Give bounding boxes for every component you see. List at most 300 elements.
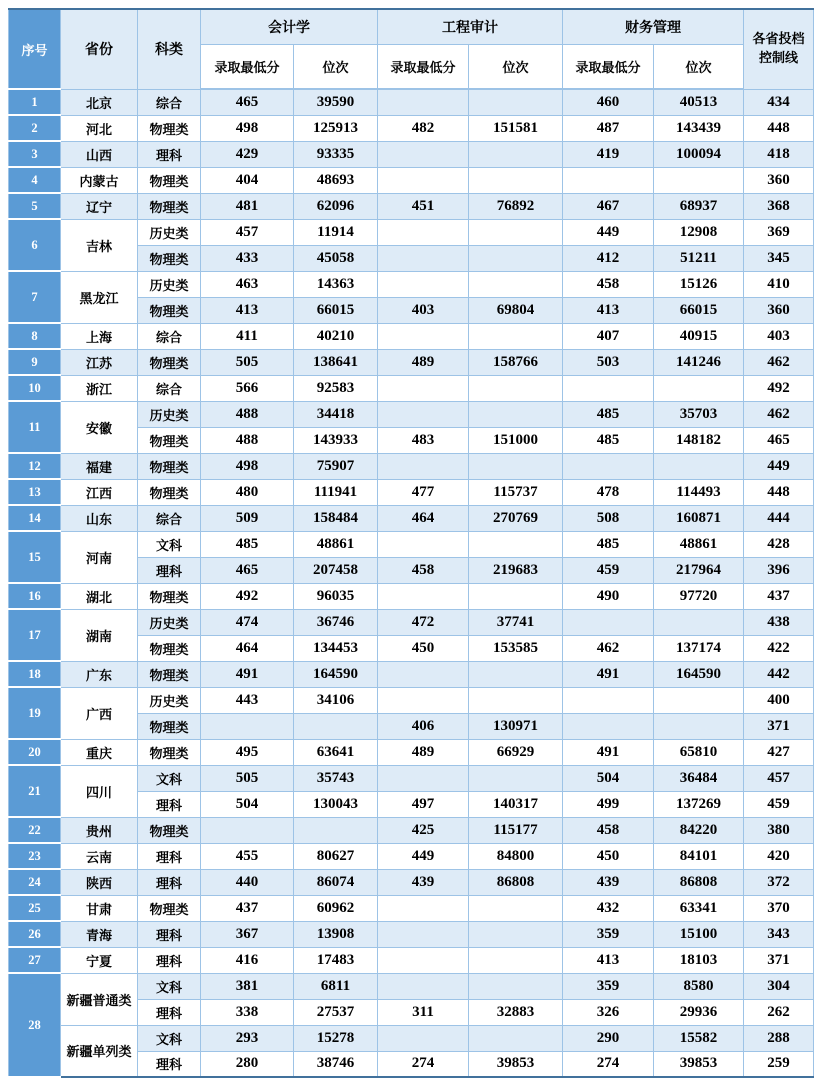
value-cell [294,713,378,739]
value-cell: 13908 [294,921,378,947]
value-cell: 11914 [294,219,378,245]
table-row [9,583,814,609]
value-cell: 457 [201,219,294,245]
province-cell: 陕西 [61,869,138,895]
value-cell: 63641 [294,739,378,765]
value-cell: 304 [744,973,814,999]
value-cell [201,713,294,739]
value-cell: 498 [201,115,294,141]
value-cell: 499 [563,791,654,817]
province-cell: 山东 [61,505,138,531]
value-cell: 15126 [654,271,744,297]
province-cell: 黑龙江 [61,271,138,323]
value-cell: 474 [201,609,294,635]
province-cell: 河北 [61,115,138,141]
value-cell: 143933 [294,427,378,453]
table-row [9,479,814,505]
value-cell: 450 [563,843,654,869]
value-cell: 503 [563,349,654,375]
category-cell: 理科 [138,141,201,167]
value-cell: 413 [201,297,294,323]
value-cell: 288 [744,1025,814,1051]
value-cell: 96035 [294,583,378,609]
value-cell [378,947,469,973]
table-row [9,739,814,765]
category-cell: 物理类 [138,167,201,193]
value-cell [469,1025,563,1051]
category-cell: 理科 [138,557,201,583]
value-cell: 505 [201,349,294,375]
table-row [9,843,814,869]
category-cell: 物理类 [138,193,201,219]
value-cell: 17483 [294,947,378,973]
value-cell: 151000 [469,427,563,453]
category-cell: 理科 [138,791,201,817]
value-cell: 504 [201,791,294,817]
table-row [9,869,814,895]
value-cell: 6811 [294,973,378,999]
category-cell: 物理类 [138,713,201,739]
value-cell: 158766 [469,349,563,375]
category-cell: 理科 [138,869,201,895]
value-cell [378,921,469,947]
value-cell [469,453,563,479]
value-cell [469,531,563,557]
value-cell: 495 [201,739,294,765]
value-cell: 68937 [654,193,744,219]
value-cell: 138641 [294,349,378,375]
value-cell: 437 [201,895,294,921]
value-cell [469,661,563,687]
value-cell: 449 [378,843,469,869]
value-cell: 504 [563,765,654,791]
value-cell: 48861 [654,531,744,557]
table-row [9,947,814,973]
header-group-accounting: 会计学 [201,9,378,44]
value-cell [378,687,469,713]
value-cell: 92583 [294,375,378,401]
value-cell: 207458 [294,557,378,583]
value-cell: 293 [201,1025,294,1051]
value-cell: 86808 [469,869,563,895]
value-cell: 509 [201,505,294,531]
value-cell [563,453,654,479]
table-row [9,115,814,141]
category-cell: 物理类 [138,453,201,479]
value-cell: 360 [744,297,814,323]
category-cell: 文科 [138,973,201,999]
value-cell: 458 [563,271,654,297]
value-cell: 270769 [469,505,563,531]
seq-cell: 6 [9,219,61,271]
value-cell [469,921,563,947]
value-cell: 86074 [294,869,378,895]
value-cell: 492 [201,583,294,609]
value-cell: 448 [744,115,814,141]
value-cell: 449 [744,453,814,479]
value-cell: 412 [563,245,654,271]
value-cell [563,713,654,739]
province-cell: 重庆 [61,739,138,765]
province-cell: 湖北 [61,583,138,609]
value-cell: 407 [563,323,654,349]
category-cell: 物理类 [138,817,201,843]
table-row [9,349,814,375]
value-cell [469,141,563,167]
value-cell: 65810 [654,739,744,765]
category-cell: 物理类 [138,739,201,765]
value-cell: 39853 [654,1051,744,1077]
value-cell: 18103 [654,947,744,973]
seq-cell: 23 [9,843,61,869]
category-cell: 物理类 [138,635,201,661]
value-cell: 66929 [469,739,563,765]
seq-cell: 10 [9,375,61,401]
province-cell: 北京 [61,89,138,115]
value-cell [378,245,469,271]
value-cell [378,323,469,349]
value-cell: 457 [744,765,814,791]
header-category: 科类 [138,9,201,89]
value-cell: 380 [744,817,814,843]
value-cell: 465 [201,89,294,115]
value-cell: 406 [378,713,469,739]
value-cell: 372 [744,869,814,895]
value-cell: 492 [744,375,814,401]
value-cell: 465 [201,557,294,583]
value-cell: 462 [563,635,654,661]
header-engineering-audit-rank: 位次 [469,44,563,89]
value-cell [378,375,469,401]
seq-cell: 12 [9,453,61,479]
value-cell: 35703 [654,401,744,427]
value-cell: 464 [201,635,294,661]
table-row [9,661,814,687]
value-cell: 66015 [654,297,744,323]
value-cell [469,895,563,921]
value-cell: 480 [201,479,294,505]
value-cell [378,531,469,557]
province-cell: 上海 [61,323,138,349]
value-cell: 66015 [294,297,378,323]
header-control-line-line2: 控制线 [758,50,798,66]
value-cell: 396 [744,557,814,583]
value-cell: 48861 [294,531,378,557]
value-cell: 429 [201,141,294,167]
value-cell: 489 [378,739,469,765]
header-group-row [9,9,814,44]
value-cell: 63341 [654,895,744,921]
value-cell: 490 [563,583,654,609]
value-cell: 462 [744,349,814,375]
value-cell: 29936 [654,999,744,1025]
value-cell: 419 [563,141,654,167]
category-cell: 历史类 [138,401,201,427]
category-cell: 理科 [138,947,201,973]
table-row [9,271,814,297]
value-cell: 450 [378,635,469,661]
value-cell [378,141,469,167]
category-cell: 历史类 [138,271,201,297]
value-cell: 478 [563,479,654,505]
value-cell [563,609,654,635]
value-cell [469,323,563,349]
header-group-engineering-audit: 工程审计 [378,9,563,44]
value-cell: 158484 [294,505,378,531]
province-cell: 安徽 [61,401,138,453]
value-cell: 274 [378,1051,469,1077]
value-cell: 368 [744,193,814,219]
value-cell: 114493 [654,479,744,505]
value-cell: 465 [744,427,814,453]
value-cell: 485 [201,531,294,557]
value-cell [654,687,744,713]
province-cell: 云南 [61,843,138,869]
seq-cell: 17 [9,609,61,661]
value-cell: 371 [744,713,814,739]
table-row [9,167,814,193]
value-cell: 464 [378,505,469,531]
admission-scores-table [8,8,814,1078]
value-cell [469,947,563,973]
seq-cell: 27 [9,947,61,973]
value-cell: 69804 [469,297,563,323]
category-cell: 综合 [138,375,201,401]
value-cell: 153585 [469,635,563,661]
seq-cell: 4 [9,167,61,193]
value-cell: 418 [744,141,814,167]
value-cell [469,375,563,401]
seq-cell: 21 [9,765,61,817]
value-cell: 359 [563,973,654,999]
value-cell: 311 [378,999,469,1025]
value-cell: 508 [563,505,654,531]
table-row [9,973,814,999]
table-row [9,219,814,245]
value-cell: 125913 [294,115,378,141]
value-cell: 60962 [294,895,378,921]
value-cell: 86808 [654,869,744,895]
value-cell: 433 [201,245,294,271]
value-cell: 36484 [654,765,744,791]
value-cell: 14363 [294,271,378,297]
value-cell: 439 [378,869,469,895]
value-cell: 39853 [469,1051,563,1077]
province-cell: 广东 [61,661,138,687]
value-cell: 36746 [294,609,378,635]
value-cell: 449 [563,219,654,245]
province-cell: 山西 [61,141,138,167]
value-cell: 416 [201,947,294,973]
value-cell: 472 [378,609,469,635]
header-control-line-line1: 各省投档 [752,31,805,47]
value-cell [469,271,563,297]
province-cell: 湖南 [61,609,138,661]
value-cell: 141246 [654,349,744,375]
value-cell: 432 [563,895,654,921]
value-cell: 15582 [654,1025,744,1051]
table-row [9,323,814,349]
value-cell: 164590 [294,661,378,687]
value-cell: 34106 [294,687,378,713]
province-cell: 福建 [61,453,138,479]
header-province: 省份 [61,9,138,89]
value-cell: 62096 [294,193,378,219]
category-cell: 理科 [138,999,201,1025]
value-cell: 359 [563,921,654,947]
value-cell: 34418 [294,401,378,427]
value-cell: 438 [744,609,814,635]
category-cell: 历史类 [138,219,201,245]
value-cell: 164590 [654,661,744,687]
value-cell [378,973,469,999]
value-cell: 459 [563,557,654,583]
value-cell: 130971 [469,713,563,739]
value-cell [469,687,563,713]
seq-cell: 5 [9,193,61,219]
value-cell: 458 [378,557,469,583]
value-cell: 462 [744,401,814,427]
value-cell: 12908 [654,219,744,245]
value-cell: 367 [201,921,294,947]
value-cell: 437 [744,583,814,609]
value-cell [294,817,378,843]
value-cell: 137269 [654,791,744,817]
value-cell [654,167,744,193]
value-cell: 39590 [294,89,378,115]
seq-cell: 24 [9,869,61,895]
value-cell: 40915 [654,323,744,349]
province-cell: 宁夏 [61,947,138,973]
category-cell: 历史类 [138,687,201,713]
province-cell: 青海 [61,921,138,947]
value-cell: 488 [201,401,294,427]
table-row [9,401,814,427]
value-cell [469,765,563,791]
value-cell: 217964 [654,557,744,583]
table-row [9,895,814,921]
value-cell [378,453,469,479]
province-cell: 新疆单列类 [61,1025,138,1077]
category-cell: 物理类 [138,297,201,323]
value-cell: 491 [563,661,654,687]
value-cell: 360 [744,167,814,193]
value-cell: 485 [563,401,654,427]
province-cell: 贵州 [61,817,138,843]
value-cell: 290 [563,1025,654,1051]
value-cell: 343 [744,921,814,947]
value-cell: 400 [744,687,814,713]
value-cell: 413 [563,297,654,323]
value-cell: 488 [201,427,294,453]
value-cell: 151581 [469,115,563,141]
value-cell: 566 [201,375,294,401]
value-cell [378,219,469,245]
seq-cell: 18 [9,661,61,687]
table-row [9,89,814,115]
value-cell: 439 [563,869,654,895]
seq-cell: 9 [9,349,61,375]
value-cell: 134453 [294,635,378,661]
value-cell: 482 [378,115,469,141]
value-cell: 451 [378,193,469,219]
value-cell: 140317 [469,791,563,817]
value-cell: 115737 [469,479,563,505]
value-cell: 274 [563,1051,654,1077]
value-cell: 27537 [294,999,378,1025]
province-cell: 河南 [61,531,138,583]
value-cell: 485 [563,531,654,557]
value-cell: 505 [201,765,294,791]
value-cell: 420 [744,843,814,869]
category-cell: 物理类 [138,661,201,687]
value-cell: 93335 [294,141,378,167]
value-cell: 97720 [654,583,744,609]
value-cell: 411 [201,323,294,349]
seq-cell: 20 [9,739,61,765]
value-cell: 440 [201,869,294,895]
value-cell [378,583,469,609]
value-cell: 137174 [654,635,744,661]
province-cell: 吉林 [61,219,138,271]
category-cell: 文科 [138,1025,201,1051]
category-cell: 文科 [138,531,201,557]
value-cell [563,687,654,713]
value-cell [378,661,469,687]
value-cell: 460 [563,89,654,115]
value-cell: 422 [744,635,814,661]
category-cell: 物理类 [138,349,201,375]
header-financial-management-rank: 位次 [654,44,744,89]
value-cell: 458 [563,817,654,843]
value-cell [469,219,563,245]
category-cell: 综合 [138,323,201,349]
value-cell: 455 [201,843,294,869]
seq-cell: 2 [9,115,61,141]
value-cell: 40210 [294,323,378,349]
seq-cell: 3 [9,141,61,167]
value-cell: 15100 [654,921,744,947]
value-cell [378,401,469,427]
category-cell: 理科 [138,1051,201,1077]
value-cell [201,817,294,843]
value-cell: 280 [201,1051,294,1077]
value-cell [469,89,563,115]
value-cell: 425 [378,817,469,843]
table-row [9,375,814,401]
value-cell [378,89,469,115]
value-cell [469,973,563,999]
seq-cell: 8 [9,323,61,349]
value-cell: 413 [563,947,654,973]
value-cell: 428 [744,531,814,557]
value-cell: 338 [201,999,294,1025]
table-body [9,89,814,1077]
value-cell [378,895,469,921]
header-group-financial-management: 财务管理 [563,9,744,44]
value-cell [469,583,563,609]
seq-cell: 13 [9,479,61,505]
value-cell: 51211 [654,245,744,271]
value-cell: 115177 [469,817,563,843]
table-row [9,453,814,479]
header-accounting-rank: 位次 [294,44,378,89]
category-cell: 综合 [138,505,201,531]
value-cell: 477 [378,479,469,505]
province-cell: 江西 [61,479,138,505]
value-cell: 467 [563,193,654,219]
header-accounting-min-score: 录取最低分 [201,44,294,89]
